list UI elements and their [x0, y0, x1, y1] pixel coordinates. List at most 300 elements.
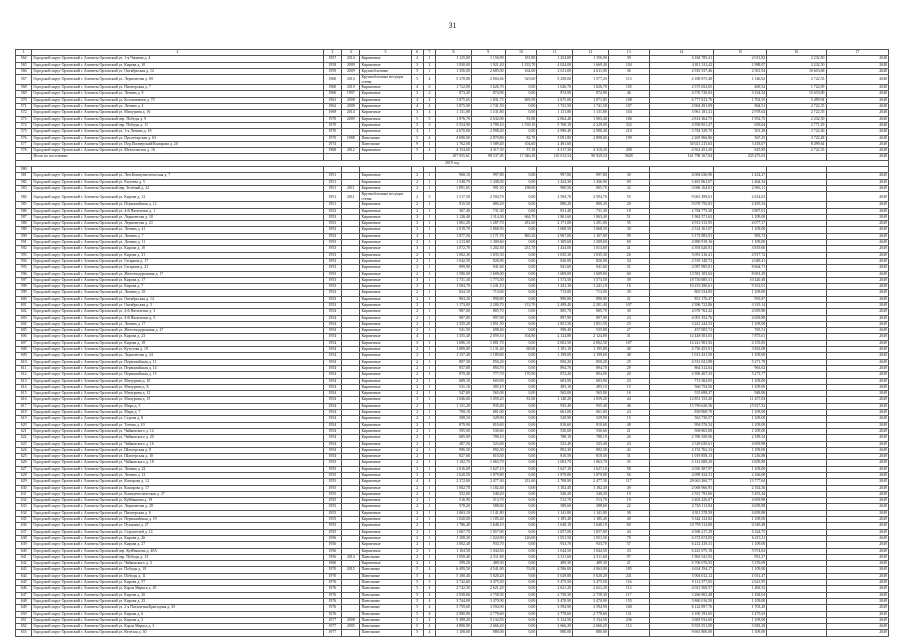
table-cell: 0,00 [505, 617, 537, 623]
table-cell: 2 200,70 [471, 302, 505, 308]
table-cell: 708,10 [436, 410, 472, 416]
table-cell: 5 974,63 [714, 548, 767, 554]
table-cell: 10 603,68 [767, 68, 826, 74]
table-cell: 530,60 [471, 428, 505, 434]
table-cell: 112 [608, 624, 649, 630]
table-cell: 2049 [826, 359, 889, 365]
table-cell: Панельные [360, 573, 411, 579]
table-cell: 0,00 [505, 542, 537, 548]
table-cell: 1953 [323, 271, 341, 277]
table-cell: Городской округ Орловский г. Апатиты Орловский ул. Чайковского д. 3 [32, 561, 323, 567]
table-cell: 2 758,30 [471, 592, 505, 598]
table-cell: 890,80 [537, 296, 573, 302]
table-cell: 1 589,40 [471, 141, 505, 147]
table-cell: 495,10 [471, 384, 505, 390]
table-cell: 4 [423, 630, 435, 636]
table-cell: 2 [411, 384, 423, 390]
table-cell: 598,40 [537, 328, 573, 334]
table-cell: 48 [608, 422, 649, 428]
table-cell: 2011 [342, 192, 360, 202]
table-cell: 3 [411, 240, 423, 246]
table-cell: 2 621,20 [471, 586, 505, 592]
table-cell: 7 875,61 [714, 334, 767, 340]
table-cell: 1954 [323, 435, 341, 441]
table-cell: 2009 [342, 104, 360, 110]
table-cell: 4 317,30 [537, 148, 573, 154]
table-cell: 2 068 966,95 [649, 485, 713, 491]
table-cell: 1 464,34 [714, 179, 767, 185]
table-cell: Панельные [360, 630, 411, 636]
table-cell: 2 708,90 [537, 479, 573, 485]
table-cell: 60 [608, 271, 649, 277]
table-cell: 2048 [826, 148, 889, 154]
table-cell: 489,30 [537, 561, 573, 567]
table-cell: Городской округ Орловский г. Апатиты Орловский ул. Чайковского д. 16 [32, 441, 323, 447]
table-cell: 0,00 [505, 85, 537, 91]
table-cell: 2 192,56 [714, 485, 767, 491]
table-cell: 516,90 [436, 498, 472, 504]
table-cell: 1968 [323, 148, 341, 154]
table-cell: 1 044,50 [573, 548, 609, 554]
table-cell: 622 [16, 435, 32, 441]
table-cell: 1 309,60 [471, 240, 505, 246]
table-cell: 523,40 [573, 441, 609, 447]
table-cell: 2049 [826, 485, 889, 491]
table-cell: 1 [423, 173, 435, 179]
table-cell: Городской округ Орловский г. Апатиты Орловский ул. Мира д. 7 [32, 410, 323, 416]
table-cell: 3 [411, 91, 423, 97]
table-cell: 5 [411, 617, 423, 623]
table-cell: 1 851,50 [573, 321, 609, 327]
table-cell: 571 [16, 104, 32, 110]
table-cell: 1 609,00 [573, 271, 609, 277]
table-cell: 0,00 [505, 129, 537, 135]
table-cell: 1954 [323, 378, 341, 384]
table-cell: 23 [608, 315, 649, 321]
table-cell: 1 287,70 [471, 221, 505, 227]
table-cell: Городской округ Орловский г. Апатиты Орловский ул. Куйбышева д. 19 [32, 498, 323, 504]
table-cell: 1 438,30 [471, 179, 505, 185]
table-cell: 2 [411, 529, 423, 535]
table-cell: 1 [423, 428, 435, 434]
table-cell: 864 312,64 [649, 365, 713, 371]
table-cell: 1 241,10 [471, 284, 505, 290]
table-cell: 4 098 434,31 [649, 473, 713, 479]
table-cell: 1955 [323, 485, 341, 491]
table-cell: 2049 [826, 202, 889, 208]
table-cell: 2049 [826, 498, 889, 504]
table-cell: 1 722,00 [436, 85, 472, 91]
table-cell: 1 107,00 [573, 233, 609, 239]
table-cell: 2049 [826, 271, 889, 277]
table-cell: 2049 [826, 517, 889, 523]
table-cell: Кирпичные [360, 284, 411, 290]
table-cell: 2014 [342, 110, 360, 116]
table-cell: 651 [16, 617, 32, 623]
table-cell: 42 [608, 447, 649, 453]
table-cell: 1 [423, 510, 435, 516]
table-cell: 529,90 [471, 416, 505, 422]
table-cell: 948,06 [714, 391, 767, 397]
table-cell: Городской округ Орловский г. Апатиты Орловский ул. Мичурина д. 12 [32, 391, 323, 397]
table-cell: 2 [411, 435, 423, 441]
table-cell: 1 184,04 [714, 592, 767, 598]
table-cell: 1 539,10 [505, 122, 537, 128]
table-cell: 2 [411, 265, 423, 271]
table-cell: 1 [423, 485, 435, 491]
table-cell: Кирпичные [360, 214, 411, 220]
table-cell: 2 372,00 [436, 479, 472, 485]
table-cell: 2 649,41 [714, 258, 767, 264]
table-cell: 597 [16, 277, 32, 283]
table-cell: 4 [423, 479, 435, 485]
table-cell: 2 722,35 [767, 75, 826, 85]
table-cell: 529,90 [537, 416, 573, 422]
table-cell: 17 046,38 [505, 154, 537, 160]
table-cell: 2 403 426,07 [649, 498, 713, 504]
table-cell: 58 [608, 466, 649, 472]
table-cell: 590 [16, 233, 32, 239]
table-cell: 4 [423, 104, 435, 110]
table-cell: 1 [423, 435, 435, 441]
table-cell: 3 418,07 [714, 141, 767, 147]
table-row [16, 192, 889, 202]
table-cell: Крупноблочные несущие стены [360, 75, 411, 85]
table-cell: 164,00 [505, 68, 537, 74]
table-cell: 46 [608, 91, 649, 97]
table-cell: 29 [608, 365, 649, 371]
table-cell: 104 [608, 110, 649, 116]
table-cell: 99 [608, 233, 649, 239]
table-cell: 713,00 [537, 290, 573, 296]
table-cell: 2 611,00 [573, 68, 609, 74]
table-cell: 996,50 [436, 447, 472, 453]
table-cell: Городской округ Орловский г. Апатиты Орловский ул. Кирова д. 7 [32, 284, 323, 290]
table-cell: 1 067,70 [436, 529, 472, 535]
table-cell: 2 477,30 [573, 479, 609, 485]
table-cell: 69 [608, 179, 649, 185]
table-cell: 2 189,54 [714, 435, 767, 441]
table-cell: 1 963 541,92 [649, 554, 713, 560]
table-cell: 2 201,40 [573, 302, 609, 308]
table-cell: 10 420,48 [714, 277, 767, 283]
table-cell: 880,00 [537, 630, 573, 636]
table-cell: 1 102,70 [436, 460, 472, 466]
table-cell: 826,90 [471, 258, 505, 264]
table-row [16, 75, 889, 85]
table-cell: 3 [411, 110, 423, 116]
table-cell: 810,50 [471, 454, 505, 460]
table-cell: 1 851,50 [471, 321, 505, 327]
table-cell: 885,70 [573, 309, 609, 315]
table-cell: 0,00 [505, 252, 537, 258]
table-cell: 1 875,00 [436, 104, 472, 110]
table-cell: Городской округ Орловский г. Апатиты Орловский ул. Рылеева д. 5 [32, 179, 323, 185]
table-cell: 612 [16, 372, 32, 378]
table-cell: 1970 [323, 135, 341, 141]
table-cell: 0,00 [505, 517, 537, 523]
table-cell: 1 157,40 [436, 353, 472, 359]
table-cell: Кирпичные [360, 258, 411, 264]
table-cell: 1 109,00 [714, 466, 767, 472]
table-cell: 0,00 [505, 586, 537, 592]
table-cell: 2 594,70 [573, 192, 609, 202]
table-cell: 2 963,11 [714, 185, 767, 191]
table-cell: 4 100 193,65 [649, 611, 713, 617]
table-cell: Кирпичные [360, 56, 411, 62]
table-cell: 2049 [826, 586, 889, 592]
table-cell: 1 057,00 [471, 529, 505, 535]
table-cell: Городской округ Орловский г. Апатиты Орловский ул. Первомайская д. 12 [32, 202, 323, 208]
table-cell: 607 [16, 340, 32, 346]
table-cell: 199 [608, 135, 649, 141]
table-cell: 874,90 [537, 91, 573, 97]
table-cell: 2 [32, 50, 323, 56]
table-cell: 4 084 636,90 [649, 173, 713, 179]
table-cell: Городской округ Орловский г. Апатиты Орловский ул. Лермонтова д. 21 [32, 221, 323, 227]
table-cell: Городской округ Орловский г. Апатиты Орловский ул. Космонавтов д. 75 [32, 97, 323, 103]
table-cell: 4 [423, 617, 435, 623]
table-cell: 2 [411, 447, 423, 453]
table-cell: 2 [411, 554, 423, 560]
table-cell: 38 [608, 510, 649, 516]
table-cell: 983,73 [714, 233, 767, 239]
table-cell: 0,00 [505, 473, 537, 479]
table-cell: 3 234,54 [714, 91, 767, 97]
table-cell: 525,60 [505, 75, 537, 85]
table-cell: 1 182,40 [537, 485, 573, 491]
table-cell: 1 109,00 [714, 214, 767, 220]
table-cell: 1 669,40 [573, 62, 609, 68]
table-cell: 899,90 [436, 265, 472, 271]
table-cell: 1 627,10 [471, 466, 505, 472]
table-cell: 2014 [342, 56, 360, 62]
table-cell: 1 035,30 [537, 252, 573, 258]
table-cell: 3 [423, 580, 435, 586]
table-cell: Городской округ Орловский г. Апатиты Орловский ул. Кирова д. 25 [32, 598, 323, 604]
table-cell: 2049 [826, 353, 889, 359]
table-cell: 1 046,60 [436, 397, 472, 403]
table-cell: Городской округ Орловский г. Апатиты Орловский ул. Пушкина д. 27 [32, 523, 323, 529]
table-cell: Городской округ Орловский г. Апатиты Орловский ул. Пер.Пионерский/Комарова д. 20 [32, 141, 323, 147]
table-cell: 4 024,00 [537, 62, 573, 68]
table-cell: 2049 [826, 347, 889, 353]
table-cell: 1 068,50 [471, 227, 505, 233]
table-cell: 133,70 [505, 302, 537, 308]
table-cell: 4 913 313,95 [649, 221, 713, 227]
table-cell: 2 491,60 [537, 141, 573, 147]
table-cell: Кирпичные [360, 548, 411, 554]
table-cell: 1 [423, 321, 435, 327]
table-cell: 16 [608, 391, 649, 397]
table-cell: 2 611,00 [537, 68, 573, 74]
table-cell: 2 998,40 [537, 129, 573, 135]
table-cell: Кирпичные [360, 173, 411, 179]
table-cell: 880,00 [573, 630, 609, 636]
table-cell: 589 [16, 227, 32, 233]
table-cell: 1 131,80 [471, 110, 505, 116]
table-cell: 1 019,70 [436, 227, 472, 233]
table-cell: 10 [505, 50, 537, 56]
table-cell: 2 [411, 290, 423, 296]
table-cell: 3 [411, 246, 423, 252]
table-cell: Кирпичные [360, 359, 411, 365]
table-cell: 2 166,00 [714, 473, 767, 479]
table-cell: 650 [16, 611, 32, 617]
table-cell: 107 [608, 340, 649, 346]
table-cell: Кирпичные [360, 542, 411, 548]
table-cell: 8 [436, 50, 472, 56]
table-cell [767, 192, 826, 202]
table-cell: 601 [16, 302, 32, 308]
table-cell: 1953 [323, 302, 341, 308]
table-cell: 4 324,75 [714, 529, 767, 535]
table-cell: 2049 [826, 391, 889, 397]
table-cell: 15 [608, 416, 649, 422]
table-cell: 2 232,50 [767, 56, 826, 62]
table-cell: 29 065 260,77 [649, 479, 713, 485]
table-cell: 1 [423, 56, 435, 62]
table-cell: Кирпичные [360, 328, 411, 334]
table-cell: 5 [411, 567, 423, 573]
table-cell: 5 020,20 [573, 573, 609, 579]
table-cell: 583 [16, 185, 32, 191]
table-cell: 3 475,50 [537, 580, 573, 586]
table-cell: 1 109,00 [714, 428, 767, 434]
table-cell: 26 [608, 435, 649, 441]
table-cell: 1 131,80 [573, 110, 609, 116]
table-cell: 0,00 [505, 365, 537, 371]
table-cell: 2 614,02 [714, 192, 767, 202]
table-cell: 105 [608, 85, 649, 91]
table-cell: 810,60 [573, 422, 609, 428]
table-cell: 19 [608, 491, 649, 497]
table-cell: 4 011 311,42 [649, 62, 713, 68]
table-cell: 894,70 [537, 365, 573, 371]
table-cell: 933,70 [537, 542, 573, 548]
table-cell: 5 683 934,00 [649, 617, 713, 623]
table-cell: 1 044,50 [537, 548, 573, 554]
table-cell: 1 731,30 [436, 277, 472, 283]
table-cell: Кирпичные [360, 240, 411, 246]
table-cell: 2049 [826, 422, 889, 428]
table-cell: 1 [423, 498, 435, 504]
table-cell: 1977 [323, 624, 341, 630]
table-cell: 1 051,50 [573, 535, 609, 541]
table-cell: 0,00 [505, 422, 537, 428]
table-cell: 1954 [323, 454, 341, 460]
table-cell: 1 [423, 416, 435, 422]
table-cell: Кирпичные [360, 97, 411, 103]
table-cell: 2049 [826, 372, 889, 378]
table-cell: Кирпичные [360, 365, 411, 371]
table-cell: 4 568 217,29 [649, 529, 713, 535]
table-cell: Кирпичные [360, 384, 411, 390]
table-cell: 1 [423, 208, 435, 214]
table-cell: 1954 [323, 315, 341, 321]
table-cell: 588,10 [436, 416, 472, 422]
table-cell: 1954 [323, 372, 341, 378]
table-cell: 160 [608, 605, 649, 611]
table-cell: Кирпичные [360, 246, 411, 252]
table-cell: 1 962 571,63 [649, 214, 713, 220]
table-cell: 603,90 [573, 378, 609, 384]
table-cell: 623 [16, 441, 32, 447]
table-cell: 4 063,00 [573, 567, 609, 573]
table-cell: Кирпичные [360, 185, 411, 191]
table-cell: 51 [608, 214, 649, 220]
table-cell: 2 [411, 410, 423, 416]
table-cell: 4 659,88 [714, 510, 767, 516]
table-cell: 1 [423, 403, 435, 409]
table-cell: 60 [608, 523, 649, 529]
table-cell: 3 [411, 466, 423, 472]
table-cell: 1953 [323, 214, 341, 220]
table-cell: 1 063,70 [537, 460, 573, 466]
table-cell: 810,60 [537, 422, 573, 428]
section-label: 2019 год [16, 160, 889, 166]
table-cell: 2 [411, 252, 423, 258]
table-cell: 3 [411, 397, 423, 403]
table-cell: 964,51 [714, 104, 767, 110]
table-cell: 2 722,35 [767, 104, 826, 110]
table-cell: 2 002,50 [573, 340, 609, 346]
table-cell: 1 903,40 [573, 116, 609, 122]
table-cell: 513,70 [537, 498, 573, 504]
table-cell: 1 091,65 [436, 185, 472, 191]
table-cell: 850,20 [537, 359, 573, 365]
table-cell: 2049 [826, 460, 889, 466]
table-cell: 4 396 467,33 [649, 372, 713, 378]
table-cell: 104,60 [505, 141, 537, 147]
table-cell: 1 861,60 [537, 214, 573, 220]
table-cell: 2 632,00 [471, 116, 505, 122]
table-cell: 0,00 [505, 485, 537, 491]
table-cell: 540,20 [573, 491, 609, 497]
table-cell: 4 659,88 [714, 309, 767, 315]
table-cell: Кирпичные [360, 277, 411, 283]
housing-table [15, 49, 889, 637]
table-cell: 695,58 [505, 97, 537, 103]
table-cell: 2048 [826, 110, 889, 116]
table-cell: 4 576 720,63 [649, 91, 713, 97]
table-cell: 1955 [323, 479, 341, 485]
table-cell: 0,00 [505, 624, 537, 630]
table-cell: 647 [16, 592, 32, 598]
table-cell: 1 068,50 [537, 227, 573, 233]
table-cell: 1 469,52 [714, 586, 767, 592]
table-cell: 15 [714, 50, 767, 56]
table-cell: 0,00 [505, 296, 537, 302]
table-cell: 1 185,40 [537, 517, 573, 523]
table-cell: Кирпичные [360, 116, 411, 122]
table-cell: 10 795 112,80 [649, 523, 713, 529]
table-cell: 15 917,32 [714, 403, 767, 409]
table-cell: 1 108,20 [436, 535, 472, 541]
table-cell: 565,00 [537, 391, 573, 397]
table-cell: 5 [411, 630, 423, 636]
table-cell: 1 171,70 [471, 233, 505, 239]
table-cell: 2048 [826, 68, 889, 74]
table-cell: 104,80 [505, 334, 537, 340]
table-cell: Кирпичные [360, 422, 411, 428]
table-cell: 941,60 [537, 265, 573, 271]
table-cell: 4 153 762,33 [649, 447, 713, 453]
table-cell: 3 475,50 [471, 580, 505, 586]
table-cell: Кирпичные [360, 347, 411, 353]
table-cell: 3 [411, 221, 423, 227]
table-cell: 1 035,30 [573, 252, 609, 258]
